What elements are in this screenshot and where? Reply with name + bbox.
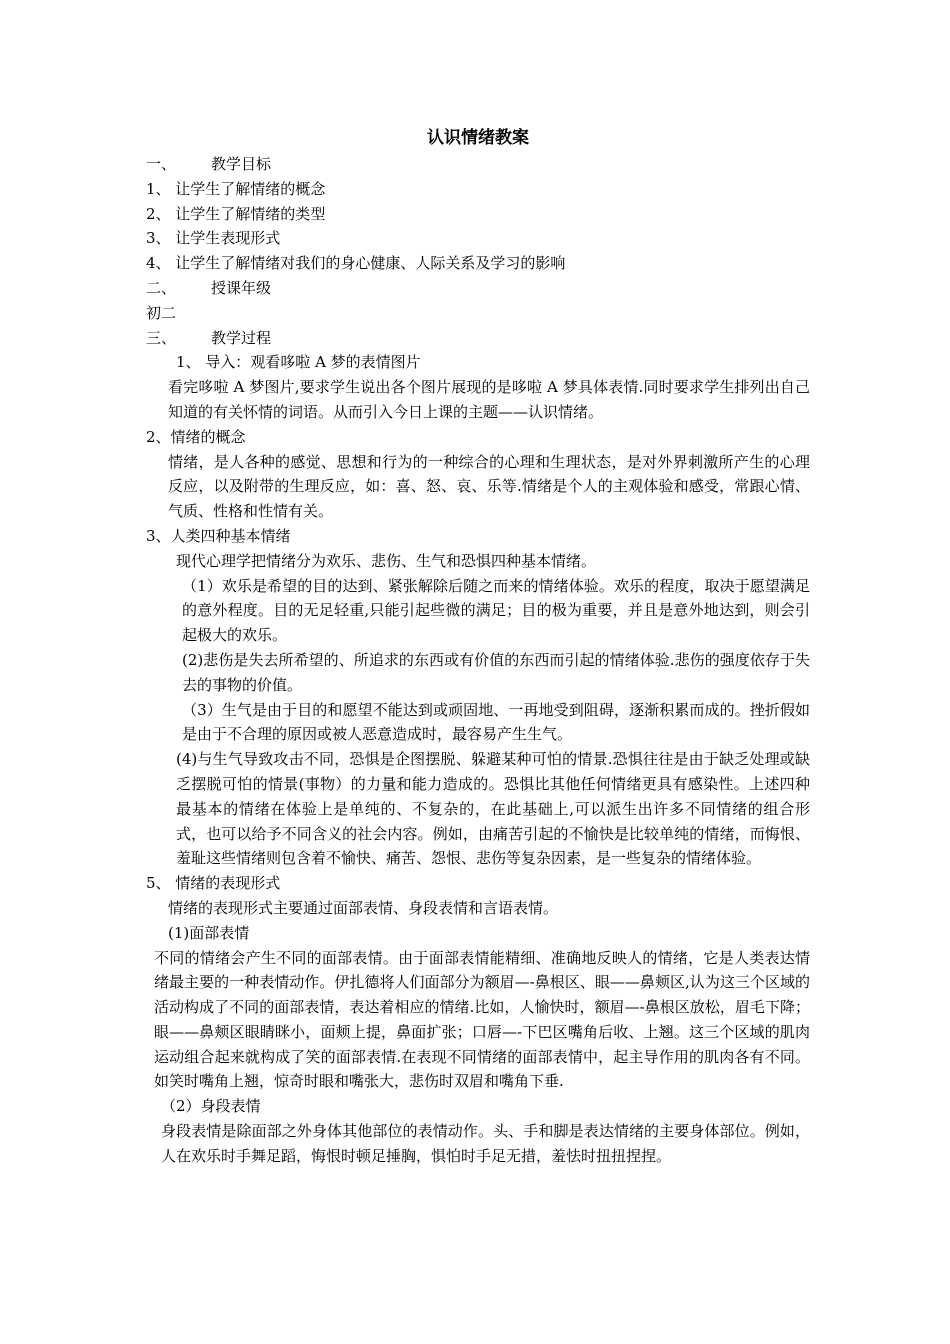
section-number: 一、 [146,155,177,173]
expression-intro: 情绪的表现形式主要通过面部表情、身段表情和言语表情。 [168,898,559,917]
goal-item: 3、 让学生表现形式 [146,229,281,248]
section-title: 授课年级 [211,278,272,297]
sadness-paragraph: (2)悲伤是失去所希望的、所追求的东西或有价值的东西而引起的情绪体验.悲伤的强度依存于失去的事物的价值。 [182,650,810,694]
joy-paragraph: （1）欢乐是希望的目的达到、紧张解除后随之而来的情绪体验。欢乐的程度，取决于愿望满足的意外程度。目的无足轻重,只能引起些微的满足；目的极为重要，并且是意外地达到，则会引起极大的欢乐。 [182,576,810,645]
body-expression-paragraph: 身段表情是除面部之外身体其他部位的表情动作。头、手和脚是表达情绪的主要身体部位。例如，人在欢乐时手舞足蹈，悔恨时顿足捶胸，惧怕时手足无措，羞怯时扭扭捏捏。 [161,1122,810,1165]
facial-expression-paragraph: 不同的情绪会产生不同的面部表情。由于面部表情能精细、准确地反映人的情绪，它是人类表达情绪最主要的一种表情动作。伊扎德将人们面部分为额眉—-鼻根区、眼——鼻颊区,认为这三个区域的活动构成了不同的面部表情，表达着相应的情绪.比如，人愉快时，额眉—-鼻根区放松，眉毛下降；眼——鼻颊区眼睛眯小，面颊上提，鼻面扩张；口唇—-下巴区嘴角后收、上翘。这三个区域的肌肉运动组合起来就构成了笑的面部表情.在表现不同情绪的面部表情中，起主导作用的肌肉各有不同。如笑时嘴角上翘，惊奇时眼和嘴张大，悲伤时双眉和嘴角下垂. [154,948,810,1091]
section-heading-grade [146,276,810,301]
document-page [146,124,810,1169]
goal-item: 1、 让学生了解情绪的概念 [146,179,326,198]
facial-expression-heading: (1)面部表情 [168,923,250,942]
section-title: 教学过程 [211,328,272,347]
grade-text: 初二 [146,303,177,322]
document-title: 认识情绪教案 [427,128,529,148]
section-heading-process [146,326,810,351]
fear-paragraph: (4)与生气导致攻击不同，恐惧是企图摆脱、躲避某种可怕的情景.恐惧往往是由于缺乏处理或缺乏摆脱可怕的情景(事物）的力量和能力造成的。恐惧比其他任何情绪更具有感染性。上述四种最基本的情绪在体验上是单纯的、不复杂的，在此基础上,可以派生出许多不同情绪的组合形式，也可以给予不同含义的社会内容。例如，由痛苦引起的不愉快是比较单纯的情绪，而悔恨、羞耻这些情绪则包含着不愉快、痛苦、怨恨、悲伤等复杂因素，是一些复杂的情绪体验。 [176,750,810,868]
section-title: 教学目标 [211,155,272,173]
goal-item: 4、 让学生了解情绪对我们的身心健康、人际关系及学习的影响 [146,254,566,273]
basic-emotions-intro: 现代心理学把情绪分为欢乐、悲伤、生气和恐惧四种基本情绪。 [176,551,597,570]
concept-paragraph: 情绪，是人各种的感觉、思想和行为的一种综合的心理和生理状态，是对外界刺激所产生的心理反应，以及附带的生理反应，如：喜、怒、哀、乐等.情绪是个人的主观体验和感受，常跟心情、气质、性格和性情有关。 [168,452,810,521]
intro-heading: 1、 导入：观看哆啦 A 梦的表情图片 [176,353,421,372]
section-heading-goals [146,152,810,177]
goal-item: 2、 让学生了解情绪的类型 [146,204,326,223]
expression-heading: 5、 情绪的表现形式 [146,874,281,893]
basic-emotions-heading: 3、人类四种基本情绪 [146,526,291,545]
section-number: 二、 [146,278,177,297]
anger-paragraph: （3）生气是由于目的和愿望不能达到或顽固地、一再地受到阻碍，逐渐积累而成的。挫折假如是由于不合理的原因或被人恶意造成时，最容易产生生气。 [182,700,810,744]
body-expression-heading: （2）身段表情 [161,1097,261,1116]
concept-heading: 2、情绪的概念 [146,427,246,446]
intro-paragraph: 看完哆啦 A 梦图片,要求学生说出各个图片展现的是哆啦 A 梦具体表情.同时要求学生排列出自己知道的有关怀情的词语。从而引入今日上课的主题——认识情绪。 [168,378,810,421]
section-number: 三、 [146,328,177,347]
